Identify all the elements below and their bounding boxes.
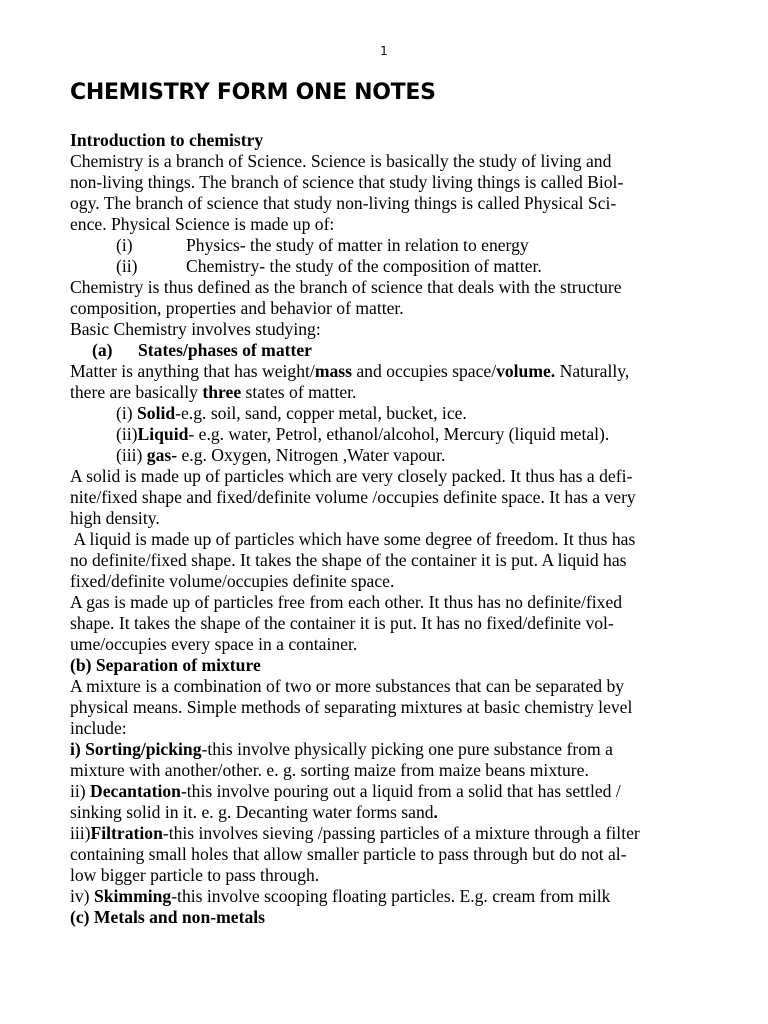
section-heading-introduction: Introduction to chemistry — [70, 130, 264, 150]
section-title: States/phases of matter — [138, 340, 312, 360]
item-text: e.g. Oxygen, Nitrogen ,Water vapour. — [177, 445, 446, 465]
method-text: -this involve pouring out a liquid from a solid that has settled / — [180, 781, 621, 801]
item-prefix: iii) — [70, 823, 91, 843]
paragraph-line: ence. Physical Science is made up of: — [70, 214, 335, 234]
bold-term: gas- — [146, 445, 178, 465]
method-filtration — [70, 823, 710, 844]
state-item-solid — [70, 403, 710, 424]
paragraph-line: shape. It takes the shape of the container it is put. It has no fixed/definite vol- — [70, 613, 614, 633]
method-text: -this involves sieving /passing particles of a mixture through a filter — [162, 823, 640, 843]
paragraph-line: no definite/fixed shape. It takes the shape of the container it is put. A liquid has — [70, 550, 627, 570]
item-prefix: iv) — [70, 886, 94, 906]
bold-term: Solid — [137, 403, 176, 423]
paragraph-line: Basic Chemistry involves studying: — [70, 319, 321, 339]
text-run: and occupies space/ — [351, 361, 497, 381]
paragraph-line — [70, 361, 710, 382]
paragraph-line: A gas is made up of particles free from each other. It thus has no definite/fixed — [70, 592, 623, 612]
text-run: states of matter. — [241, 382, 357, 402]
bold-term: Liquid — [137, 424, 189, 444]
paragraph-line: ogy. The branch of science that study non-living things is called Physical Sci- — [70, 193, 617, 213]
state-item-liquid — [70, 424, 710, 445]
bold-term: Decantation — [90, 781, 181, 801]
paragraph-line: non-living things. The branch of science that study living things is called Biol- — [70, 172, 624, 192]
item-text: -e.g. soil, sand, copper metal, bucket, ice. — [175, 403, 467, 423]
document-body — [70, 130, 710, 928]
item-prefix: (ii) — [116, 424, 138, 444]
paragraph-line: fixed/definite volume/occupies definite space. — [70, 571, 395, 591]
paragraph-line: Chemistry is a branch of Science. Science is basically the study of living and — [70, 151, 612, 171]
item-prefix: ii) — [70, 781, 91, 801]
text-run: sinking solid in it. e. g. Decanting water forms sand — [70, 802, 434, 822]
paragraph-line: A mixture is a combination of two or more substances that can be separated by — [70, 676, 625, 696]
item-prefix: (i) — [116, 403, 138, 423]
method-sorting — [70, 739, 710, 760]
list-item — [70, 256, 710, 277]
paragraph-line: physical means. Simple methods of separating mixtures at basic chemistry level — [70, 697, 633, 717]
method-decantation — [70, 781, 710, 802]
list-text: Chemistry- the study of the composition of matter. — [186, 256, 542, 276]
paragraph-line: include: — [70, 718, 127, 738]
paragraph-line: mixture with another/other. e. g. sorting maize from maize beans mixture. — [70, 760, 589, 780]
bold-term: . — [433, 802, 438, 822]
text-run: Matter is anything that has weight/ — [70, 361, 315, 381]
list-number: (i) — [116, 235, 133, 255]
method-text: -this involve physically picking one pure substance from a — [201, 739, 613, 759]
list-item — [70, 235, 710, 256]
paragraph-line — [70, 802, 710, 823]
document-title: CHEMISTRY FORM ONE NOTES — [70, 80, 436, 105]
item-prefix: (iii) — [116, 445, 147, 465]
paragraph-line: containing small holes that allow smaller particle to pass through but do not al- — [70, 844, 627, 864]
text-run: Naturally, — [555, 361, 630, 381]
section-heading-metals: (c) Metals and non-metals — [70, 907, 265, 927]
section-heading-separation: (b) Separation of mixture — [70, 655, 261, 675]
section-heading-states — [70, 340, 710, 361]
bold-term: Skimming — [93, 886, 172, 906]
bold-term: i) Sorting/picking — [70, 739, 202, 759]
bold-term: three — [202, 382, 242, 402]
bold-term: volume. — [496, 361, 556, 381]
paragraph-line: A solid is made up of particles which are very closely packed. It thus has a defi- — [70, 466, 633, 486]
paragraph-line: A liquid is made up of particles which have some degree of freedom. It thus has — [70, 529, 636, 549]
method-text: -this involve scooping floating particles. E.g. cream from milk — [171, 886, 611, 906]
text-run: there are basically — [70, 382, 203, 402]
paragraph-line — [70, 382, 710, 403]
list-number: (ii) — [116, 256, 138, 276]
state-item-gas — [70, 445, 710, 466]
paragraph-line: low bigger particle to pass through. — [70, 865, 320, 885]
section-label: (a) — [92, 340, 113, 360]
paragraph-line: nite/fixed shape and fixed/definite volume /occupies definite space. It has a very — [70, 487, 636, 507]
paragraph-line: ume/occupies every space in a container. — [70, 634, 358, 654]
bold-term: Filtration — [90, 823, 163, 843]
item-text: - e.g. water, Petrol, ethanol/alcohol, Mercury (liquid metal). — [188, 424, 610, 444]
list-text: Physics- the study of matter in relation to energy — [186, 235, 529, 255]
method-skimming — [70, 886, 710, 907]
paragraph-line: Chemistry is thus defined as the branch of science that deals with the structure — [70, 277, 622, 297]
paragraph-line: composition, properties and behavior of matter. — [70, 298, 404, 318]
bold-term: mass — [314, 361, 352, 381]
page-number: 1 — [380, 44, 388, 58]
paragraph-line: high density. — [70, 508, 160, 528]
